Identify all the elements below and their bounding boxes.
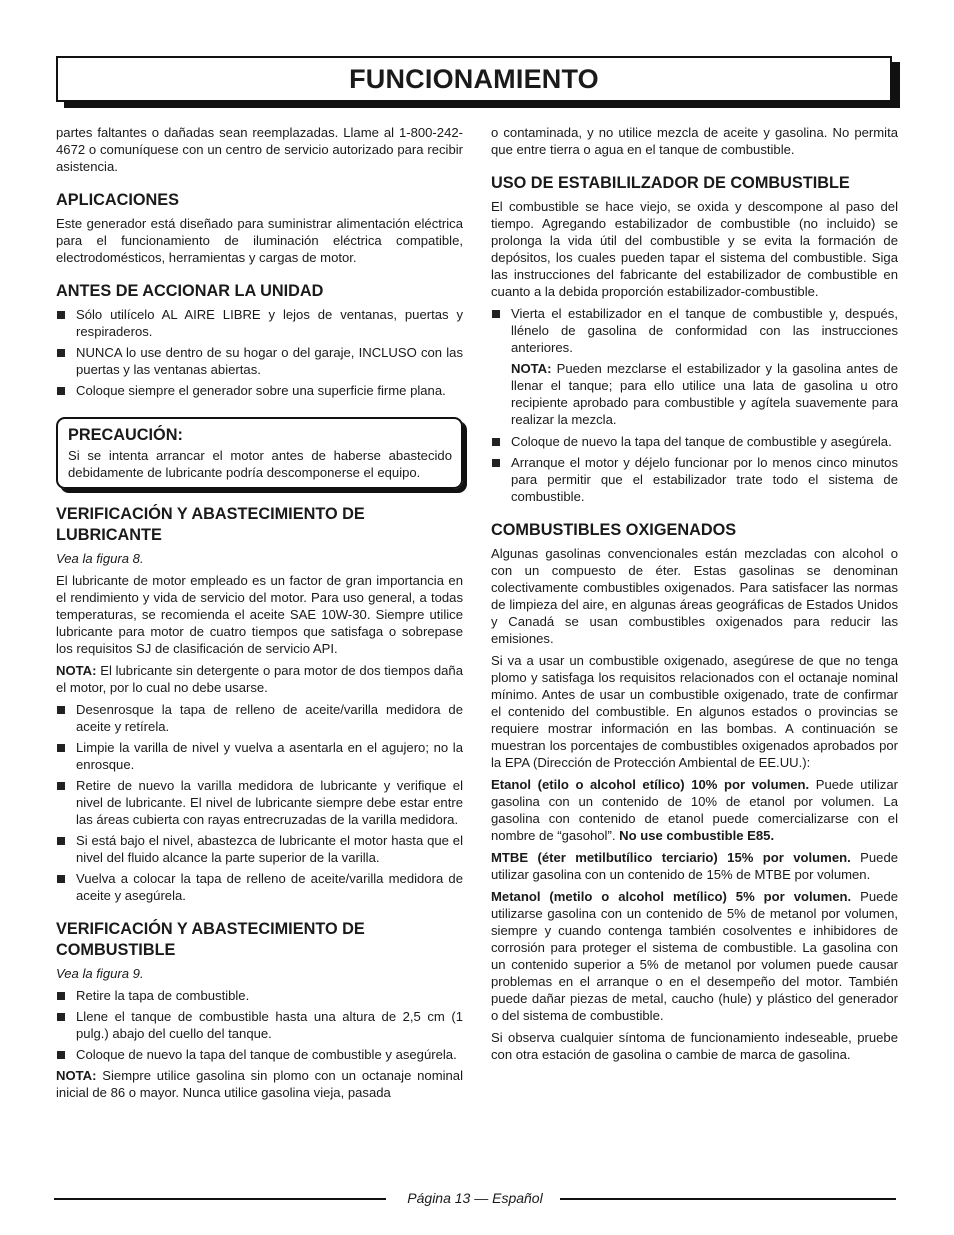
caution-text: Si se intenta arrancar el motor antes de haberse abastecido debidamente de lubricante podría descomponerse el equipo. xyxy=(68,448,452,480)
metanol-paragraph xyxy=(491,888,898,1024)
heading-combustibles-oxigenados: COMBUSTIBLES OXIGENADOS xyxy=(491,521,737,539)
continuation-paragraph: o contaminada, y no utilice mezcla de aceite y gasolina. No permita que entre tierra o agua en el tanque de combustible. xyxy=(491,125,898,157)
caution-box xyxy=(56,417,463,489)
heading-estabilizador: USO DE ESTABILILZADOR DE COMBUSTIBLE xyxy=(491,174,850,192)
etanol-warning: No use combustible E85. xyxy=(619,828,775,843)
lubricante-list xyxy=(56,701,463,904)
list-item: Vuelva a colocar la tapa de relleno de aceite/varilla medidora de aceite y asegúrela. xyxy=(56,870,463,904)
caution-heading: PRECAUCIÓN: xyxy=(68,426,183,444)
etanol-label: Etanol (etilo o alcohol etílico) 10% por volumen. xyxy=(491,777,810,792)
note-text: Pueden mezclarse el estabilizador y la gasolina antes de llenar el tanque; para ello utilice una lata de gasolina u otro recipiente aprobado para combustible y agítela suavemente para realizar la mezcla. xyxy=(511,361,898,427)
etanol-text: Puede utilizar gasolina con un contenido de 10% de etanol por volumen. La gasolina con contenido de etanol puede comercializarse con el nombre de “gasohol”. xyxy=(491,777,898,843)
list-item: Arranque el motor y déjelo funcionar por lo menos cinco minutos para permitir que el estabilizador trate todo el sistema de combustible. xyxy=(491,454,898,505)
list-item: Si está bajo el nivel, abastezca de lubricante el motor hasta que el nivel del fluido alcance la parte superior de la varilla. xyxy=(56,832,463,866)
list-item: Coloque de nuevo la tapa del tanque de combustible y asegúrela. xyxy=(56,1046,463,1063)
oxigenados-paragraph-last: Si observa cualquier síntoma de funcionamiento indeseable, pruebe con otra estación de gasolina o cambie de marca de gasolina. xyxy=(491,1030,898,1062)
left-column xyxy=(56,124,463,1106)
note-label: NOTA: xyxy=(56,663,97,678)
metanol-label: Metanol (metilo o alcohol metílico) 5% por volumen. xyxy=(491,889,852,904)
oxigenados-paragraph-2: Si va a usar un combustible oxigenado, asegúrese de que no tenga plomo y satisfaga los requisitos relacionados con el octanaje nominal mínimo. Antes de usar un combustible oxigenado, trate de confirmar el contenido del combustible. En algunos estados o provincias se requiere mostrar información en las bombas. A continuación se muestran los porcentajes de combustibles oxigenados aprobados por la EPA (Dirección de Protección Ambiental de EE.UU.): xyxy=(491,653,898,770)
footer-rule-right xyxy=(560,1198,896,1200)
oxigenados-paragraph-1: Algunas gasolinas convencionales están mezcladas con alcohol o con un compuesto de éter. Estas gasolinas se denominan colectivamente combustibles oxigenados. Para satisfacer las normas de limpieza del aire, en algunas áreas geográficas de Estados Unidos y Canadá se usan combustibles oxigenados para reducir las emisiones. xyxy=(491,546,898,646)
list-item: Desenrosque la tapa de relleno de aceite/varilla medidora de aceite y retírela. xyxy=(56,701,463,735)
combustible-list xyxy=(56,987,463,1063)
note-text: Siempre utilice gasolina sin plomo con un octanaje nominal inicial de 86 o mayor. Nunca utilice gasolina vieja, pasada xyxy=(56,1068,463,1100)
heading-antes-de-accionar: ANTES DE ACCIONAR LA UNIDAD xyxy=(56,282,324,300)
metanol-text: Puede utilizarse gasolina con un contenido de 5% de metanol por volumen, siempre y cuando contenga también cosolventes e inhibidores de corrosión para proteger el sistema de combustible. La gasolina con un contenido superior a 5% de metanol por volumen puede causar problemas en el arranque o en el desempeño del motor. También puede dañar piezas de metal, caucho (hule) y plástico del generador o del sistema de combustible. xyxy=(491,889,899,1023)
section-title-banner xyxy=(56,56,892,102)
list-item: Coloque siempre el generador sobre una superficie firme plana. xyxy=(56,382,463,399)
page-footer xyxy=(54,1188,896,1208)
list-item: Sólo utilícelo AL AIRE LIBRE y lejos de ventanas, puertas y respiraderos. xyxy=(56,306,463,340)
mtbe-text: Puede utilizar gasolina con un contenido de 15% de MTBE por volumen. xyxy=(491,850,899,882)
lubricante-note xyxy=(56,662,463,696)
page-title: FUNCIONAMIENTO xyxy=(349,64,599,94)
note-label: NOTA: xyxy=(511,361,552,376)
estabilizador-note xyxy=(491,360,898,428)
figure-reference: Vea la figura 8. xyxy=(56,551,144,566)
antes-list xyxy=(56,306,463,399)
mtbe-label: MTBE (éter metilbutílico terciario) 15% por volumen. xyxy=(491,850,851,865)
right-column xyxy=(491,124,898,1068)
list-item: Retire la tapa de combustible. xyxy=(56,987,463,1004)
heading-verificacion-lubricante: VERIFICACIÓN Y ABASTECIMIENTO DE LUBRICANTE xyxy=(56,505,365,544)
list-item: NUNCA lo use dentro de su hogar o del garaje, INCLUSO con las puertas y las ventanas abiertas. xyxy=(56,344,463,378)
estabilizador-list-2 xyxy=(491,433,898,505)
lubricante-paragraph: El lubricante de motor empleado es un factor de gran importancia en el rendimiento y vida de servicio del motor. Para uso general, a todas temperaturas, se recomienda el aceite SAE 10W-30. Siempre utilice lubricante para motor de cuatro tiempos que satisfaga o sobrepase los requisitos SJ de clasificación de servicio API. xyxy=(56,573,463,656)
note-label: NOTA: xyxy=(56,1068,97,1083)
heading-verificacion-combustible: VERIFICACIÓN Y ABASTECIMIENTO DE COMBUSTIBLE xyxy=(56,920,365,959)
footer-rule-left xyxy=(54,1198,386,1200)
aplicaciones-paragraph: Este generador está diseñado para suministrar alimentación eléctrica para el funcionamiento de iluminación eléctrica compatible, electrodomésticos, herramientas y cargas de motor. xyxy=(56,216,463,265)
intro-paragraph: partes faltantes o dañadas sean reemplazadas. Llame al 1-800-242-4672 o comuníquese con un centro de servicio autorizado para recibir asistencia. xyxy=(56,125,463,174)
figure-reference: Vea la figura 9. xyxy=(56,966,144,981)
note-text: El lubricante sin detergente o para motor de dos tiempos daña el motor, por lo cual no debe usarse. xyxy=(56,663,463,695)
list-item: Limpie la varilla de nivel y vuelva a asentarla en el agujero; no la enrosque. xyxy=(56,739,463,773)
list-item: Retire de nuevo la varilla medidora de lubricante y verifique el nivel de lubricante. El nivel de lubricante siempre debe estar entre las áreas cubierta con rayas entrecruzadas de la varilla medidora. xyxy=(56,777,463,828)
list-item: Vierta el estabilizador en el tanque de combustible y, después, llénelo de gasolina de conformidad con las instrucciones anteriores. xyxy=(491,305,898,356)
etanol-paragraph xyxy=(491,776,898,844)
combustible-note xyxy=(56,1067,463,1101)
list-item: Coloque de nuevo la tapa del tanque de combustible y asegúrela. xyxy=(491,433,898,450)
estabilizador-list xyxy=(491,305,898,356)
mtbe-paragraph xyxy=(491,849,898,883)
estabilizador-paragraph: El combustible se hace viejo, se oxida y descompone al paso del tiempo. Agregando estabilizador de combustible (no incluido) se prolonga la vida útil del combustible y se evita la formación de depósitos, los cuales pueden tapar el sistema del combustible. Siga las instrucciones del fabricante del estabilizador de combustible en cuanto a la debida proporción estabilizador-combustible. xyxy=(491,199,898,299)
page-number: Página 13 — Español xyxy=(407,1190,543,1206)
heading-aplicaciones: APLICACIONES xyxy=(56,191,180,209)
list-item: Llene el tanque de combustible hasta una altura de 2,5 cm (1 pulg.) abajo del cuello del tanque. xyxy=(56,1008,463,1042)
